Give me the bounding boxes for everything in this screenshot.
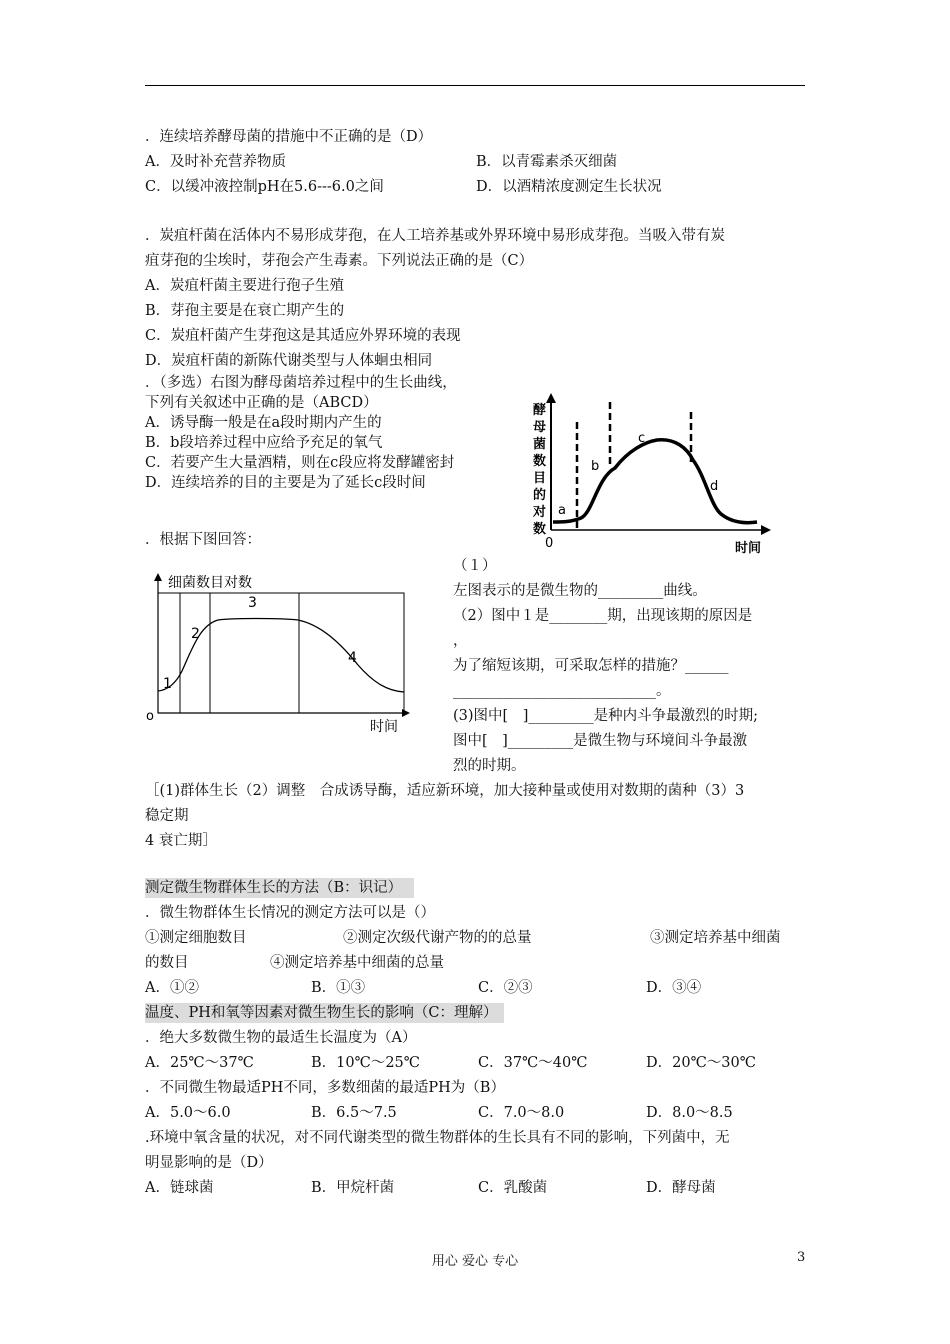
header-rule [145,85,805,86]
q4-part2-comma: ， [453,633,468,649]
sec2-q3-option-c: C．乳酸菌 [478,1180,548,1196]
sec2-q1-option-d: D．20℃～30℃ [646,1055,756,1071]
fig1-label-c: c [638,431,646,446]
fig1-xlabel: 时间 [735,541,762,556]
q4-part2-measure: 为了缩短该期，可采取怎样的措施？______ [453,658,729,674]
q1-option-c: C．以缓冲液控制pH在5.6---6.0之间 [145,179,384,195]
q1-stem: ．连续培养酵母菌的措施中不正确的是（D） [145,129,433,145]
q4-part2-text: （2）图中１是________期，出现该期的原因是 [453,608,753,624]
q2-option-b: B．芽孢主要是在衰亡期产生的 [145,303,345,319]
fig1-label-a: a [558,503,566,518]
sec2-q1-option-c: C．37℃～40℃ [478,1055,588,1071]
q2-stem-2: 疽芽孢的尘埃时，芽孢会产生毒素。下列说法正确的是（C） [145,253,534,269]
sec2-q3-option-b: B．甲烷杆菌 [311,1180,395,1196]
fig1-ylabel-char: 目 [533,471,547,486]
fig2-origin: o [146,709,154,724]
sec1-option-2: ②测定次级代谢产物的的总量 [343,930,532,946]
q1-option-b: B．以青霉素杀灭细菌 [476,154,618,170]
q4-part2-blank: ____________________________。 [453,683,671,699]
q3-option-b: B．b段培养过程中应给予充足的氧气 [145,435,383,451]
sec1-option-3-cont: 的数目 [145,955,189,971]
fig1-ylabel-char: 对 [533,505,547,520]
sec2-q3-option-d: D．酵母菌 [646,1180,716,1196]
sec2-q3-option-a: A．链球菌 [145,1180,214,1196]
q2-option-c: C．炭疽杆菌产生芽孢这是其适应外界环境的表现 [145,328,461,344]
page-number: 3 [797,1250,806,1265]
fig2-ylabel: 细菌数目对数 [168,575,252,591]
sec2-q1-option-a: A．25℃～37℃ [145,1055,254,1071]
q4-part3-line3: 烈的时期。 [453,758,526,774]
sec2-q2-option-d: D．8.0～8.5 [646,1105,733,1121]
q4-stem: ．根据下图回答： [145,532,261,548]
sec2-q2-option-b: B．6.5～7.5 [311,1105,397,1121]
q1-option-d: D．以酒精浓度测定生长状况 [476,179,662,195]
q3-stem-2: 下列有关叙述中正确的是（ABCD） [145,395,378,411]
fig1-ylabel-char: 数 [533,522,547,537]
q2-stem-1: ．炭疽杆菌在活体内不易形成芽孢，在人工培养基或外界环境中易形成芽孢。当吸入带有炭 [145,228,725,244]
q3-stem-1: ．（多选）右图为酵母菌培养过程中的生长曲线， [145,375,457,391]
sec2-q1-stem: ．绝大多数微生物的最适生长温度为（A） [145,1030,417,1046]
fig1-y-arrow [546,393,556,403]
q4-answer-3: 4 衰亡期］ [145,833,217,849]
sec1-option-3: ③测定培养基中细菌 [650,930,781,946]
bacterial-growth-curve-figure [142,565,412,740]
fig2-label-2: 2 [191,626,200,642]
section1-heading: 测定微生物群体生长的方法（B：识记） [145,878,414,898]
fig2-y-arrow [154,573,162,581]
sec1-q-stem: ．微生物群体生长情况的测定方法可以是（） [145,905,435,921]
fig2-label-4: 4 [348,650,357,666]
sec2-q2-stem: ．不同微生物最适PH不同，多数细菌的最适PH为（B） [145,1080,505,1096]
q4-part1-number: （１） [453,558,497,574]
yeast-growth-curve-figure [525,390,785,560]
sec1-choice-d: D．③④ [646,980,702,996]
sec1-choice-c: C．②③ [478,980,533,996]
fig2-xlabel: 时间 [370,719,398,735]
q4-answer-2: 稳定期 [145,808,189,824]
sec1-choice-a: A．①② [145,980,199,996]
fig1-label-b: b [591,459,600,474]
fig1-origin: 0 [545,536,554,551]
q3-option-d: D．连续培养的目的主要是为了延长c段时间 [145,475,426,491]
q4-part3-line1: (3)图中[ ]_________是种内斗争最激烈的时期; [453,708,758,724]
section2-heading: 温度、PH和氧等因素对微生物生长的影响（C：理解） [145,1003,504,1023]
sec2-q2-option-a: A．5.0～6.0 [145,1105,231,1121]
fig1-x-arrow [761,525,771,535]
sec1-choice-b: B．①③ [311,980,366,996]
fig1-ylabel-char: 菌 [533,437,547,452]
fig1-ylabel [532,402,546,537]
sec2-q3-stem-2: 明显影响的是（D） [145,1155,273,1171]
fig1-growth-curve [553,440,757,523]
q3-option-c: C．若要产生大量酒精，则在c段应将发酵罐密封 [145,455,455,471]
sec2-q2-option-c: C．7.0～8.0 [478,1105,565,1121]
fig1-ylabel-char: 母 [533,420,547,435]
fig1-ylabel-char: 数 [533,454,547,469]
fig1-ylabel-char: 的 [533,488,547,503]
q2-option-a: A．炭疽杆菌主要进行孢子生殖 [145,278,344,294]
fig2-label-1: 1 [163,676,172,692]
sec1-option-4: ④测定培养基中细菌的总量 [270,955,444,971]
q1-option-a: A．及时补充营养物质 [145,154,286,170]
fig2-plot-frame [158,593,404,713]
sec1-option-1: ①测定细胞数目 [145,930,247,946]
fig1-ylabel-char: 酵 [533,403,547,418]
q4-part1-text: 左图表示的是微生物的_________曲线。 [453,583,707,599]
q4-part3-line2: 图中[ ]_________是微生物与环境间斗争最激 [453,733,748,749]
q2-option-d: D．炭疽杆菌的新陈代谢类型与人体蛔虫相同 [145,353,433,369]
sec2-q1-option-b: B．10℃～25℃ [311,1055,420,1071]
fig1-label-d: d [710,479,719,494]
sec2-q3-stem-1: .环境中氧含量的状况，对不同代谢类型的微生物群体的生长具有不同的影响，下列菌中，无 [145,1130,730,1146]
page-footer: 用心 爱心 专心 [431,1254,519,1269]
fig2-label-3: 3 [248,595,257,611]
q3-option-a: A．诱导酶一般是在a段时期内产生的 [145,415,382,431]
q4-answer-1: ［(1)群体生长（2）调整 合成诱导酶，适应新环境，加大接种量或使用对数期的菌种（3）3 [145,783,745,799]
